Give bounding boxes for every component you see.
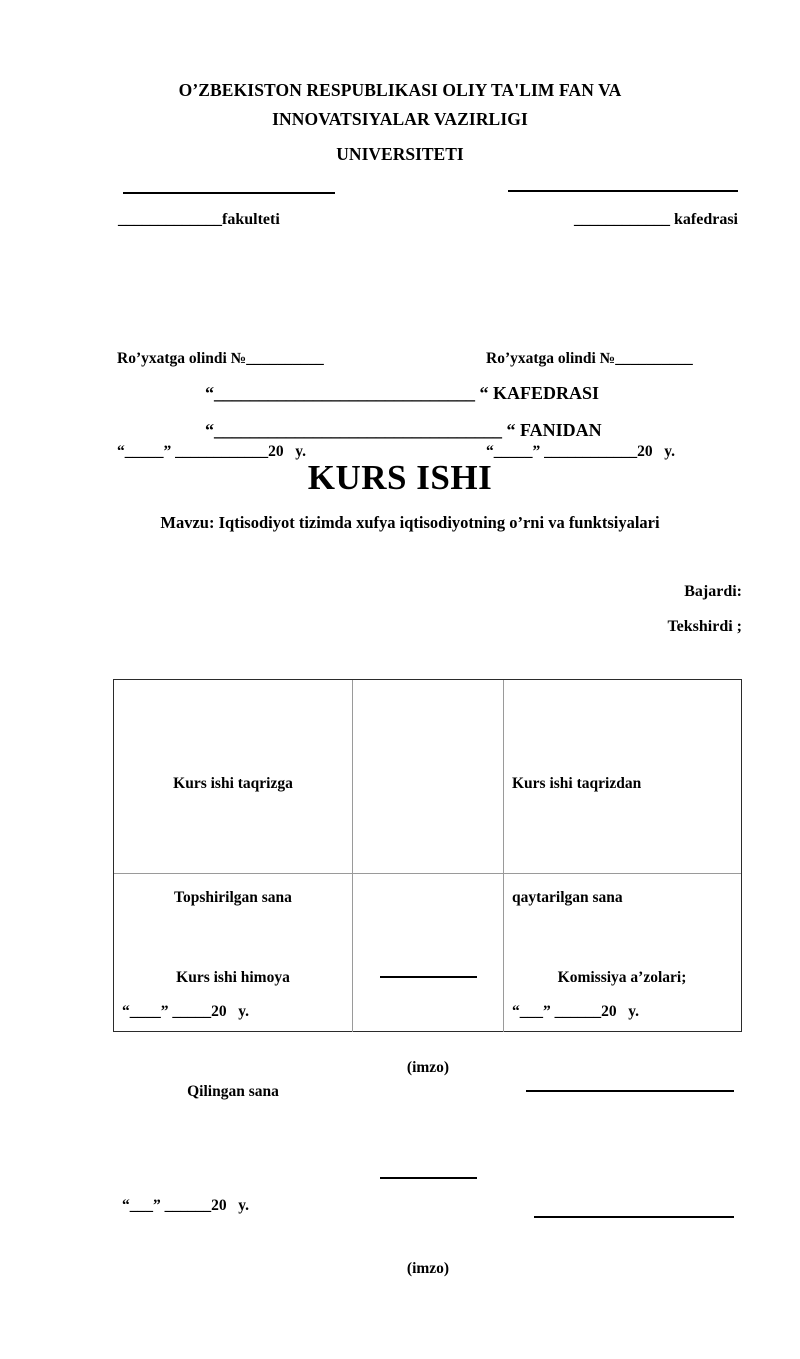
registration-left-number: Ro’yxatga olindi №__________ xyxy=(117,350,324,367)
faculty-blank-line: _____________fakulteti xyxy=(118,211,280,228)
signature-label-1: (imzo) xyxy=(406,1059,450,1076)
cell-commission-members xyxy=(504,874,740,1032)
cell-review-returned-line2: qaytarilgan sana xyxy=(512,889,623,906)
cell-review-submitted-date: “____” _____20 y. xyxy=(122,1003,250,1020)
cell-defense-line2: Qilingan sana xyxy=(187,1083,279,1100)
submission-table xyxy=(113,679,742,1277)
fanidan-line: “________________________________ “ FANIDAN xyxy=(205,420,602,440)
university-title: UNIVERSITETI xyxy=(336,144,464,164)
faculty-rule xyxy=(123,192,335,194)
cell-top-middle-empty xyxy=(353,680,504,873)
cell-defense-date-value: “___” ______20 y. xyxy=(122,1197,250,1214)
commission-rule-1 xyxy=(526,1090,734,1092)
commission-rule-2 xyxy=(534,1216,734,1218)
cell-defense-line1: Kurs ishi himoya xyxy=(176,969,290,986)
department-blank-line: ____________ kafedrasi xyxy=(574,211,738,228)
department-rule xyxy=(508,190,738,192)
cell-defense-date xyxy=(114,874,353,1214)
ministry-title: O’ZBEKISTON RESPUBLIKASI OLIY TA'LIM FAN VA INNOVATSIYALAR VAZIRLIGI xyxy=(178,80,622,129)
performed-by-label: Bajardi: xyxy=(684,583,742,600)
cell-review-submitted-line1: Kurs ishi taqrizga xyxy=(173,775,293,792)
cell-signatures xyxy=(353,874,504,1277)
commission-heading: Komissiya a’zolari; xyxy=(557,969,687,986)
signature-label-2: (imzo) xyxy=(406,1260,450,1277)
topic-line: Mavzu: Iqtisodiyot tizimda xufya iqtisodiyotning o’rni va funktsiyalari xyxy=(160,513,660,532)
cell-review-returned-date: “___” ______20 y. xyxy=(512,1003,640,1020)
signature-rule-2 xyxy=(380,1177,477,1179)
registration-right-number: Ro’yxatga olindi №__________ xyxy=(486,350,693,367)
registration-left-date: “_____” ____________20 y. xyxy=(117,443,307,460)
registration-right-date: “_____” ____________20 y. xyxy=(486,443,676,460)
table-row xyxy=(114,873,741,1277)
checked-by-label: Tekshirdi ; xyxy=(667,618,742,635)
cell-review-submitted-line2: Topshirilgan sana xyxy=(174,889,292,906)
cell-review-returned-line1: Kurs ishi taqrizdan xyxy=(512,775,642,792)
kafedrasi-line: “_____________________________ “ KAFEDRASI xyxy=(205,383,600,403)
page-title: KURS ISHI xyxy=(307,458,493,497)
signature-rule-1 xyxy=(380,976,477,978)
